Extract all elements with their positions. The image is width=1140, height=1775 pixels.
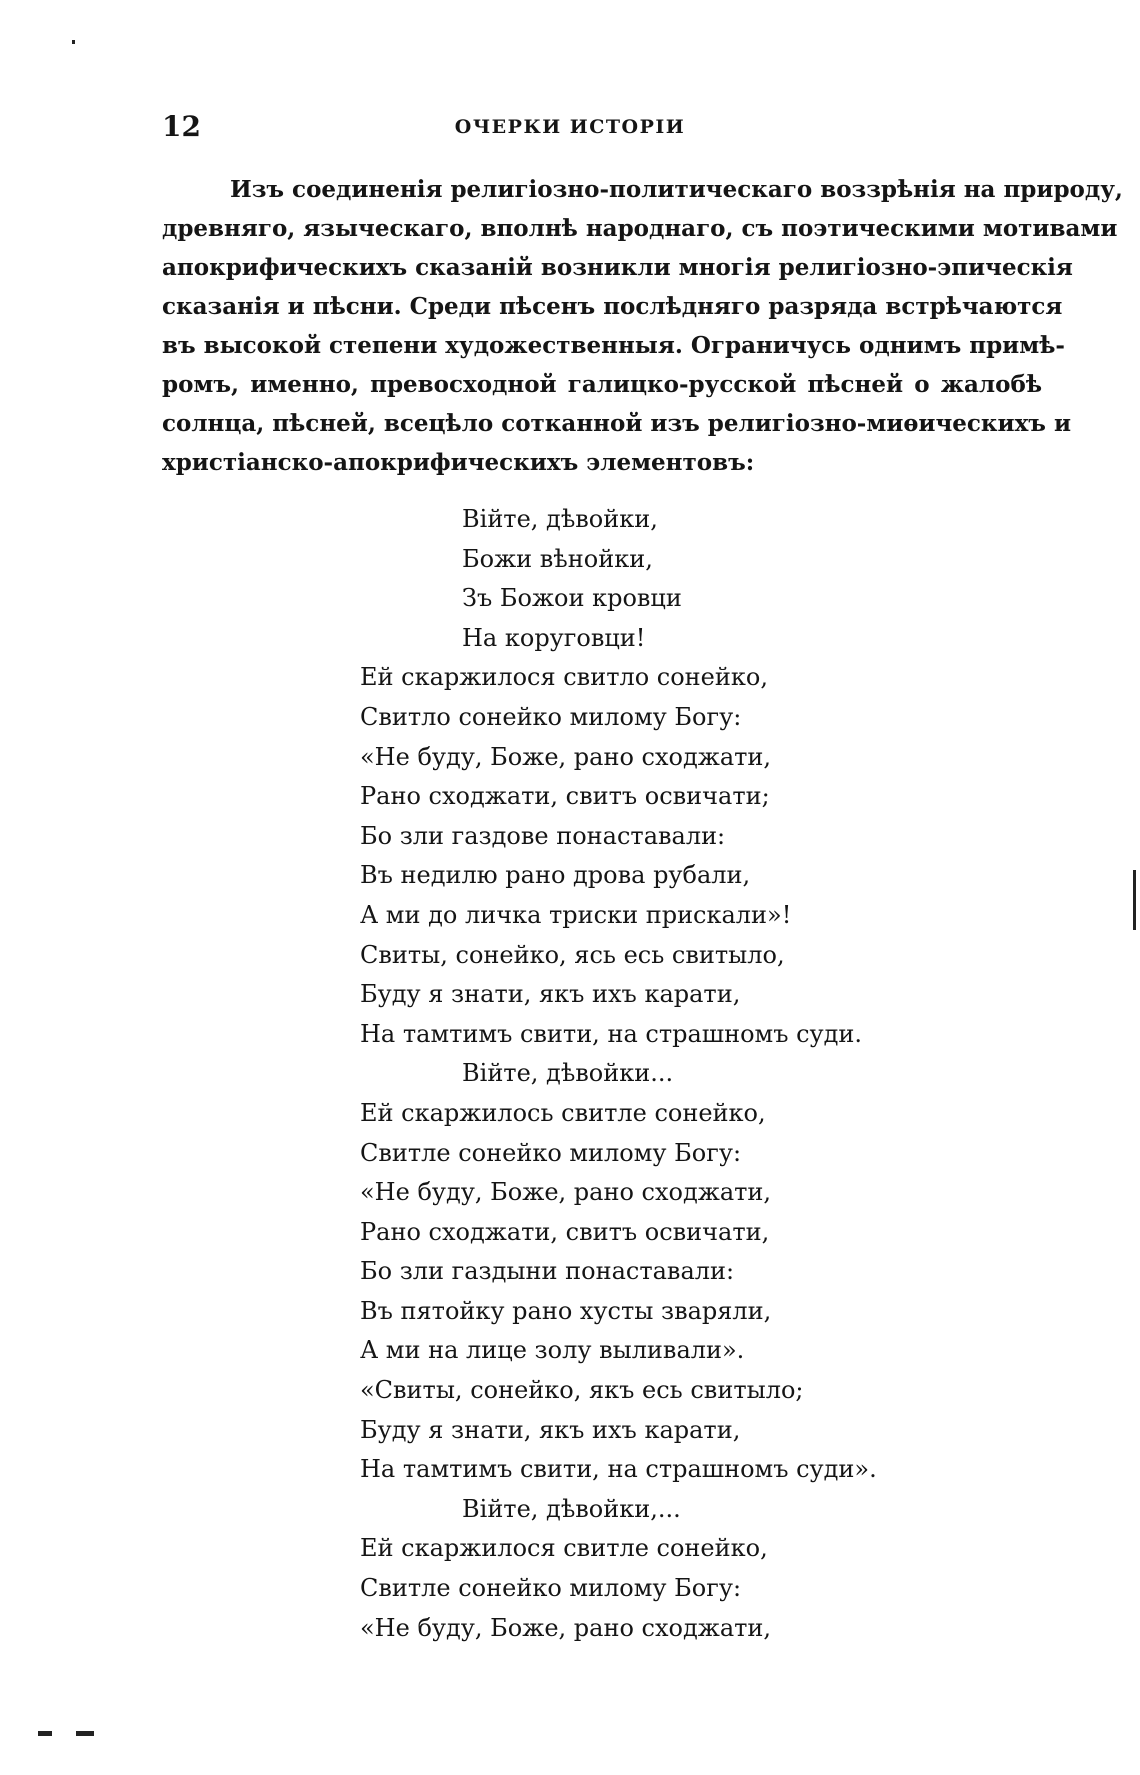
verse-line: Буду я знати, якъ ихъ карати, [360,1415,741,1444]
verse-line: «Не буду, Боже, рано сходжати, [360,1613,772,1642]
verse-line: Свитло сонейко милому Богу: [360,702,742,731]
song-verse [0,500,1140,1648]
verse-line: «Не буду, Боже, рано сходжати, [360,1178,772,1207]
verse-line: На тамтимъ свити, на страшномъ суди». [360,1455,877,1484]
scan-mark [38,1731,52,1736]
paragraph-line: въ высокой степени художественныя. Ограничусь однимъ примѣ- [162,332,1065,359]
verse-line: Ей скаржилося свитло сонейко, [360,663,768,692]
verse-line: Рано сходжати, свитъ освичати; [360,782,770,811]
verse-line: Свитле сонейко милому Богу: [360,1138,742,1167]
verse-line: Свиты, сонейко, ясь есь свитыло, [360,940,785,969]
verse-line: Буду я знати, якъ ихъ карати, [360,980,741,1009]
verse-refrain-line: Божи вѣнойки, [462,544,653,573]
paragraph-line: древняго, языческаго, вполнѣ народнаго, съ поэтическими мотивами [162,215,1118,242]
verse-line: Рано сходжати, свитъ освичати, [360,1217,770,1246]
paragraph-line: апокрифическихъ сказаній возникли многія религіозно-эпическія [162,254,1073,281]
verse-line: А ми на лице золу выливали». [360,1336,745,1365]
verse-line: Въ пятойку рано хусты зваряли, [360,1296,772,1325]
paragraph-line: Изъ соединенія религіозно-политическаго воззрѣнія на природу, [230,176,1123,203]
verse-refrain-line: На коруговци! [462,623,646,652]
verse-line: Ей скаржилось свитле сонейко, [360,1098,766,1127]
running-head: ОЧЕРКИ ИСТОРІИ [454,116,686,138]
verse-line: «Не буду, Боже, рано сходжати, [360,742,772,771]
paragraph-line: сказанія и пѣсни. Среди пѣсенъ послѣдняго разряда встрѣчаются [162,293,1063,320]
verse-line: «Свиты, сонейко, якъ есь свитыло; [360,1376,804,1405]
verse-line: Въ недилю рано дрова рубали, [360,861,751,890]
intro-paragraph [162,170,1123,482]
verse-line: Бо зли газдыни понаставали: [360,1257,735,1286]
verse-line: Ей скаржилося свитле сонейко, [360,1534,768,1563]
scan-mark [1133,870,1136,930]
verse-refrain-line: Війте, дѣвойки,... [462,1494,681,1523]
paragraph-line: христіанско-апокрифическихъ элементовъ: [162,449,755,476]
verse-line: На тамтимъ свити, на страшномъ суди. [360,1019,863,1048]
page-number: 12 [162,110,201,143]
verse-refrain-line: Війте, дѣвойки, [462,505,658,533]
verse-line: Бо зли газдове понаставали: [360,821,726,850]
verse-line: Свитле сонейко милому Богу: [360,1574,742,1603]
scan-mark [72,40,75,44]
paragraph-line: солнца, пѣсней, всецѣло сотканной изъ религіозно-миѳическихъ и [162,410,1072,437]
verse-refrain-line: Війте, дѣвойки... [462,1059,674,1088]
scan-mark [76,1731,94,1736]
verse-refrain-line: Зъ Божои кровци [462,584,682,613]
paragraph-line: ромъ, именно, превосходной галицко-русской пѣсней о жалобѣ [162,371,1042,398]
verse-line: А ми до личка триски прискали»! [360,900,792,929]
